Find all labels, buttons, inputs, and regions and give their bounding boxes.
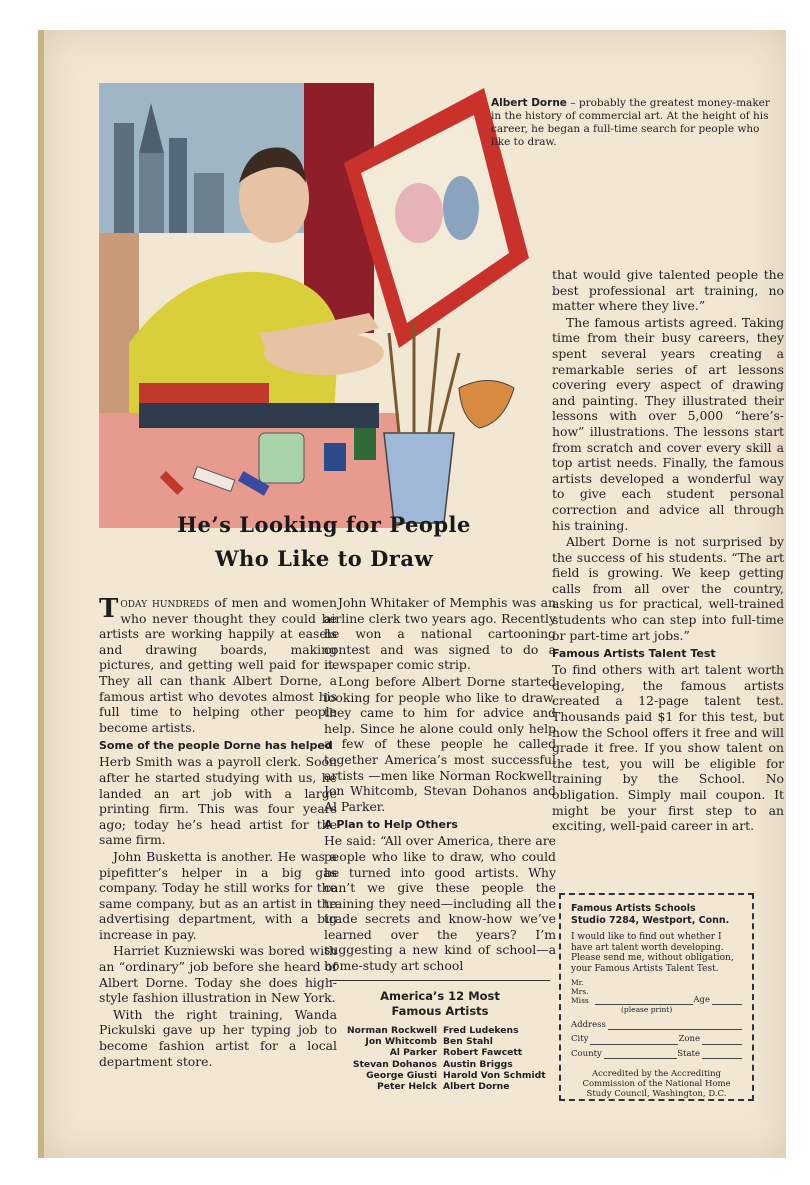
artists-list [324,1025,556,1093]
zone-label: Zone [678,1034,700,1044]
headline-line-1: He’s Looking for People [177,512,471,537]
artist-name: Jon Whitcomb [365,1035,437,1047]
print-hint: (please print) [621,1005,673,1014]
drop-cap: T [99,594,119,624]
city-field[interactable] [571,1034,742,1045]
county-label: County [571,1048,602,1059]
city-line[interactable] [590,1035,678,1045]
caption-text: – probably the greatest money-maker in the history of commercial art. At the height of his career, he began a full-time search for people who like to draw. [491,97,770,148]
artist-name: Albert Dorne [443,1081,510,1093]
artist-name: Norman Rockwell [346,1024,437,1036]
caption-name: Albert Dorne [491,97,567,109]
albert-dorne-illustration [99,83,529,528]
illustration-caption [491,97,781,149]
coupon-school: Famous Artists Schools [571,903,696,914]
paragraph [99,595,337,735]
name-line[interactable] [595,995,693,1005]
paragraph: The famous artists agreed. Taking time from their busy careers, they spent several years creating a remarkable series of art lessons covering every aspect of drawing and painting. They illustrated their lessons with over 5,000 “here’s-how” illustrations. The lessons start from scratch and cover every skill a top artist needs. Finally, the famous artists developed a wonderful way to give each student personal correction and advice all through his training. [552,314,784,533]
age-line[interactable] [712,995,742,1005]
paragraph: With the right training, Wanda Pickulski gave up her typing job to become fashion artist for a local department store. [99,1006,337,1069]
artist-name: Robert Fawcett [443,1047,523,1059]
paragraph: John Whitaker of Memphis was an airline clerk two years ago. Recently he won a national cartooning contest and was signed to do a newspaper comic strip. [324,595,556,673]
artists-title-line-1: America’s 12 Most [380,988,500,1003]
artist-name: Peter Helck [377,1081,437,1093]
age-label: Age [693,994,710,1005]
artists-box-title [324,989,556,1019]
headline [104,508,544,576]
paragraph: Harriet Kuzniewski was bored with an “ordinary” job before she heard of Albert Dorne. Today she does high-style fashion illustration in New York. [99,943,337,1006]
state-line[interactable] [702,1049,742,1059]
column-1 [99,595,337,1070]
artist-name: Al Parker [389,1047,437,1059]
paragraph: He said: “All over America, there are people who like to draw, who could be turned into good artists. Why can’t we give these people the training they need—including all the trade secrets and know-how we’ve learned over the years? I’m suggesting a new kind of school—a home-study art school [324,833,556,974]
artist-name: Austin Briggs [443,1058,513,1070]
paragraph-text: of men and women who never thought they could be artists are working happily at easels and drawing boards, making pictures, and getting well paid for it. They all can thank Albert Dorne, a famous artist who devotes almost his full time to helping other people become artists. [99,595,337,735]
subheading: Famous Artists Talent Test [552,647,716,661]
paragraph: Herb Smith was a payroll clerk. Soon after he started studying with us, he landed an art job with a large printing firm. This was four years ago; today he’s head artist for the same firm. [99,754,337,848]
coupon-studio: Studio 7284, Westport, Conn. [571,915,730,926]
artists-title-line-2: Famous Artists [391,1003,489,1018]
accreditation: Accredited by the Accrediting Commission of the National Home Study Council, Washington, D.C. [582,1069,731,1099]
paragraph: Albert Dorne is not surprised by the success of his students. “The art field is growing. We keep getting calls from all over the country, asking us for practical, well-trained students who can step into full-time or part-time art jobs.” [552,534,784,643]
subheading: Some of the people Dorne has helped [99,739,333,753]
paragraph: John Busketta is another. He was a pipefitter’s helper in a big gas company. Today he still works for the same company, but as an artist in the advertising department, with a big increase in pay. [99,848,337,942]
artist-name: George Giusti [366,1069,437,1081]
paragraph: that would give talented people the best professional art training, no matter where they live.” [552,267,784,314]
divider [330,980,550,981]
county-field[interactable] [571,1049,742,1060]
name-label: Mr. Mrs. Miss [571,978,589,1005]
coupon-body: I would like to find out whether I have art talent worth developing. Please send me, without obligation, your Famous Artists Talent Test. [571,932,734,974]
paragraph: Long before Albert Dorne started looking for people who like to draw, they came to him for advice and help. Since he alone could only help a few of these people he called together America’s most successful artists —men like Norman Rockwell, Jon Whitcomb, Stevan Dohanos and Al Parker. [324,673,556,814]
address-line[interactable] [608,1020,742,1030]
county-line[interactable] [604,1049,677,1059]
artist-name: Harold Von Schmidt [443,1069,546,1081]
artist-name: Stevan Dohanos [352,1058,437,1070]
subheading: A Plan to Help Others [324,818,458,832]
city-label: City [571,1034,589,1044]
column-3 [552,267,784,835]
artist-name: Ben Stahl [443,1035,493,1047]
lead-small-caps: oday hundreds [120,595,210,610]
column-2 [324,595,556,1092]
magazine-page [38,30,786,1158]
zone-line[interactable] [702,1035,742,1045]
headline-line-2: Who Like to Draw [214,546,434,571]
paragraph: To find others with art talent worth developing, the famous artists created a 12-page talent test. Thousands paid $1 for this test, but now the School offers it free and will grade it free. If you show talent on the test, you will be eligible for training by the School. No obligation. Simply mail coupon. It might be your first step to an exciting, well-paid career in art. [552,662,784,834]
artist-name: Fred Ludekens [443,1024,519,1036]
address-field[interactable] [571,1020,742,1031]
state-label: State [677,1048,700,1059]
mail-coupon[interactable] [559,893,754,1101]
address-label: Address [571,1019,606,1030]
name-field[interactable] [571,978,742,1005]
